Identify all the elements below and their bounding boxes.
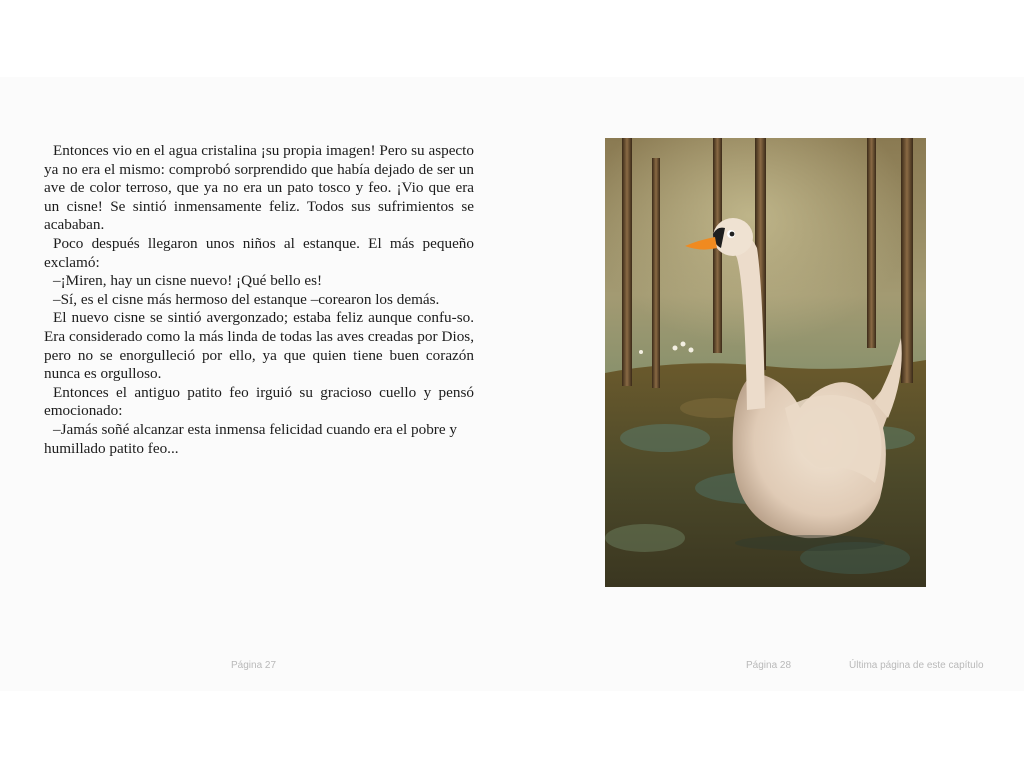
paragraph: –Sí, es el cisne más hermoso del estanque –corearon los demás.	[53, 290, 440, 308]
paragraph: El nuevo cisne se sintió avergonzado; estaba feliz aunque confu-so. Era considerado como la más linda de todas las aves creadas por Dios, pero no se enorgulleció por ello, ya que quien tiene buen corazón nunca es orgulloso.	[44, 309, 474, 383]
page-number-right: Página 28	[746, 660, 792, 671]
chapter-end-note: Última página de este capítulo	[849, 660, 984, 671]
swan-illustration	[605, 138, 926, 587]
page-number-left: Página 27	[231, 660, 277, 671]
paragraph: Entonces el antiguo patito feo irguió su gracioso cuello y pensó emocionado:	[44, 383, 474, 420]
paragraph: Entonces vio en el agua cristalina ¡su propia imagen! Pero su aspecto ya no era el mismo: comprobó sorprendido que había dejado de ser un ave de color terroso, que ya no era un pato tosco y feo. ¡Vio que era un cisne! Se sintió inmensamente feliz. Todos sus sufrimientos se acababan.	[44, 142, 474, 234]
paragraph: –Jamás soñé alcanzar esta inmensa felicidad cuando era el pobre y humillado patito feo...	[44, 420, 457, 457]
paragraph: –¡Miren, hay un cisne nuevo! ¡Qué bello es!	[53, 272, 323, 290]
paragraph: Poco después llegaron unos niños al estanque. El más pequeño exclamó:	[44, 234, 474, 271]
left-page-text	[44, 142, 474, 458]
